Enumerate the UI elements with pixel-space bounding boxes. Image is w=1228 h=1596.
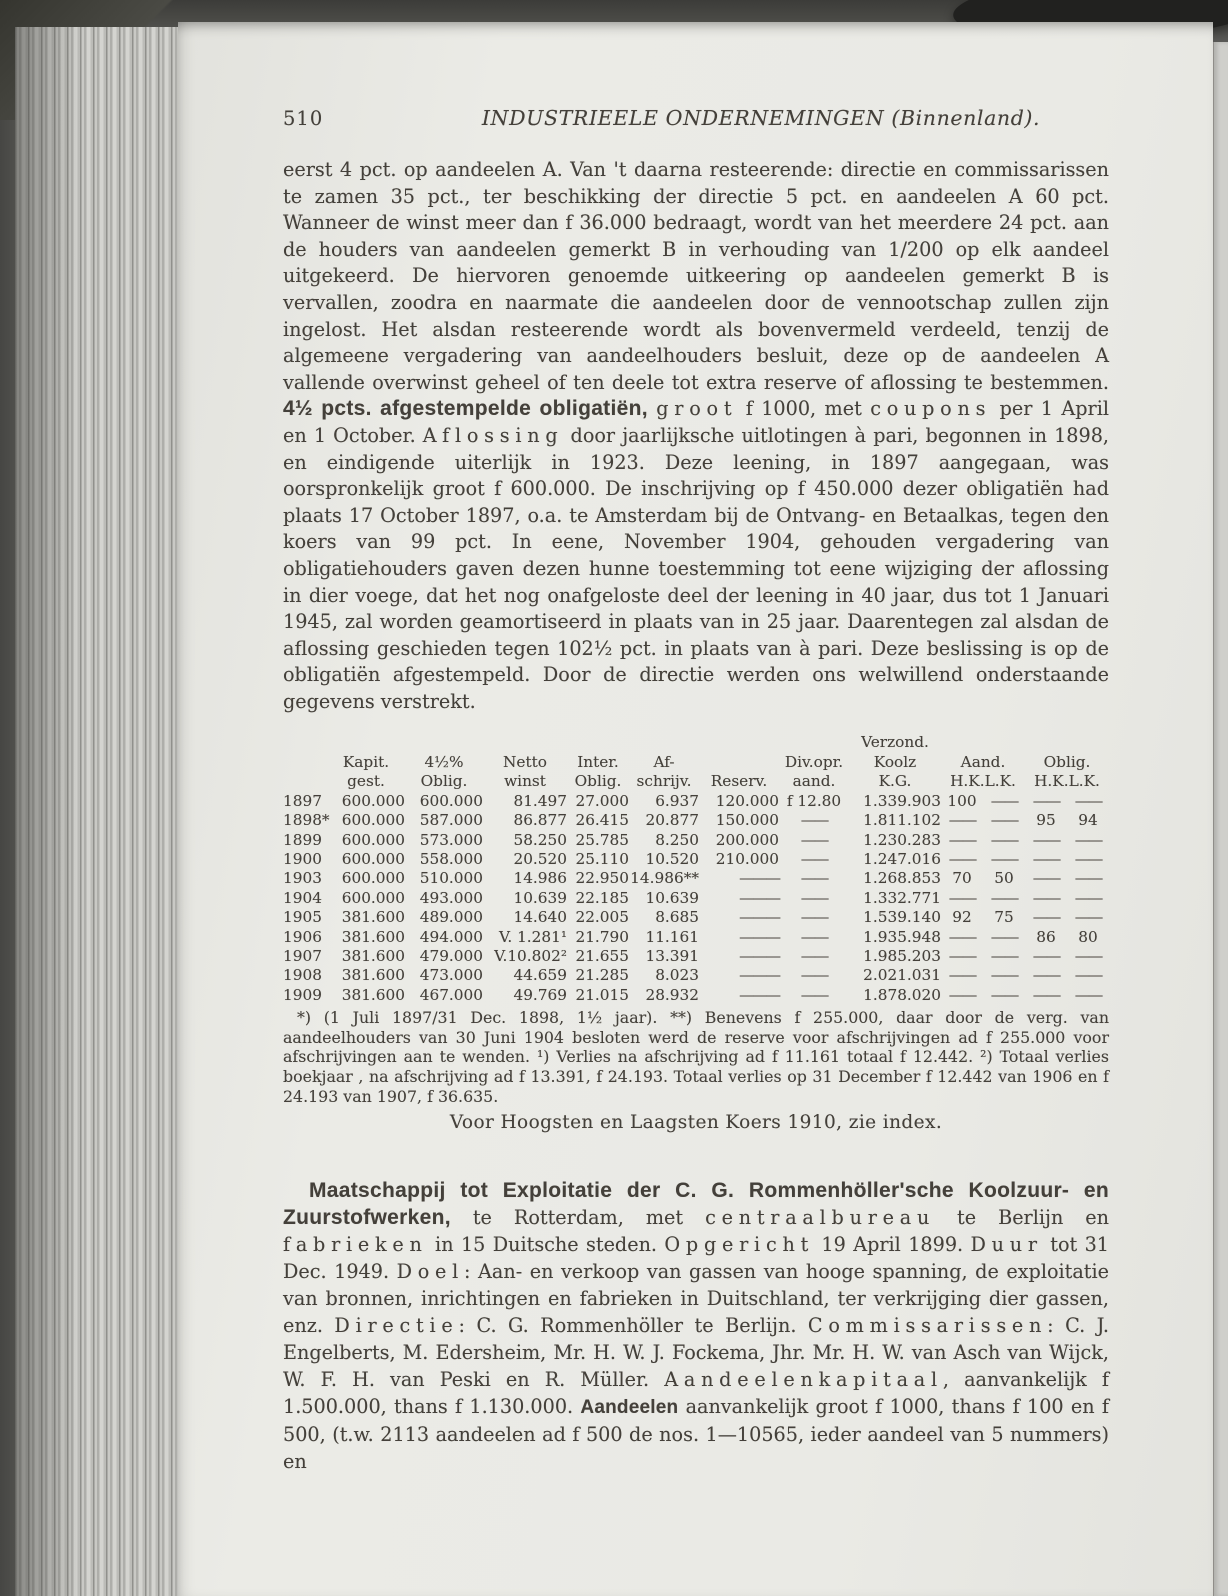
value-cell: 1.339.903 xyxy=(863,791,941,810)
text-run-sp: Directie xyxy=(334,1314,459,1338)
text-run: te Rotterdam, met xyxy=(450,1206,706,1230)
column-header: K.G. xyxy=(878,772,912,791)
value-cell: 210.000 xyxy=(715,849,779,868)
text-run: eerst 4 pct. op aandeelen A. Van 't daarna resteerende: directie en commissarissen te zamen 35 pct., ter beschikking der directie 5 pct. en aandeelen A 60 pct. Wanneer de winst meer dan f 36.000 bedraagt, wordt van het meerdere 24 pct. aan de houders van aandeelen gemerkt B in verhouding van 1/200 op elk aandeel uitgekeerd. De hiervoren genoemde uitkeering op aandeelen gemerkt B is vervallen, zoodra en naarmate die aandeelen door de vennootschap zullen zijn ingelost. Het alsdan resteerende wordt als bovenvermeld verdeeld, tenzij de algemeene vergadering van aandeelhouders besluit, deze op de aandeelen A vallende overwinst geheel of ten deele tot extra reserve of aflossing te bestemmen. xyxy=(283,158,1109,394)
value-cell: —— xyxy=(1074,791,1102,810)
value-cell: 22.005 xyxy=(575,908,629,927)
column-header: Reserv. xyxy=(710,772,768,791)
text-run-h: 4½ pcts. afgestempelde obligatiën, xyxy=(283,397,648,421)
column-header: gest. xyxy=(347,772,385,791)
year-cell: 1905 xyxy=(283,908,322,927)
table-row xyxy=(283,792,1109,811)
value-cell: 600.000 xyxy=(341,888,405,907)
column-header: Oblig. xyxy=(574,772,622,791)
value-cell: —— xyxy=(1032,985,1060,1004)
value-cell: 70 xyxy=(952,869,972,888)
text-run-sp: Commissarissen xyxy=(807,1314,1048,1338)
financial-table xyxy=(283,733,1109,1005)
value-cell: —— xyxy=(948,927,976,946)
value-cell: —— xyxy=(990,830,1018,849)
value-cell: 600.000 xyxy=(419,791,483,810)
value-cell: 510.000 xyxy=(419,869,483,888)
value-cell: 81.497 xyxy=(513,791,567,810)
value-cell: —— xyxy=(1032,908,1060,927)
value-cell: —— xyxy=(800,888,828,907)
text-run-sp: Aflossing xyxy=(422,423,564,447)
table-header-verzond xyxy=(283,733,1109,752)
value-cell: —— xyxy=(1074,966,1102,985)
text-run-b: Aandeelen xyxy=(580,1397,679,1419)
value-cell: 600.000 xyxy=(341,791,405,810)
table-row xyxy=(283,947,1109,966)
text-run: 19 April 1899. xyxy=(814,1233,971,1257)
text-run: per 1 April en 1 October. xyxy=(283,397,1109,447)
value-cell: 25.110 xyxy=(575,849,629,868)
year-cell: 1899 xyxy=(283,830,322,849)
value-cell: —— xyxy=(800,966,828,985)
value-cell: ——— xyxy=(739,908,779,927)
table-row xyxy=(283,850,1109,869)
value-cell: —— xyxy=(990,811,1018,830)
column-header: Oblig. xyxy=(420,772,468,791)
value-cell: 14.640 xyxy=(513,908,567,927)
table-row xyxy=(283,908,1109,927)
value-cell: 489.000 xyxy=(419,908,483,927)
table-row xyxy=(283,831,1109,850)
value-cell: —— xyxy=(1074,849,1102,868)
page-number: 510 xyxy=(283,107,324,130)
value-cell: 100 xyxy=(947,791,977,810)
value-cell: —— xyxy=(1032,966,1060,985)
column-header: Div.opr. xyxy=(784,752,844,771)
value-cell: 75 xyxy=(994,908,1014,927)
value-cell: —— xyxy=(800,869,828,888)
value-cell: 13.391 xyxy=(645,946,699,965)
value-cell: 1.935.948 xyxy=(863,927,941,946)
value-cell: 21.285 xyxy=(575,966,629,985)
value-cell: 20.520 xyxy=(513,849,567,868)
value-cell: —— xyxy=(800,830,828,849)
text-run: : C. G. Rommenhöller te Berlijn. xyxy=(458,1314,808,1338)
value-cell: 1.332.771 xyxy=(863,888,941,907)
value-cell: 1.539.140 xyxy=(863,908,941,927)
value-cell: 21.790 xyxy=(575,927,629,946)
value-cell: 27.000 xyxy=(575,791,629,810)
value-cell: 600.000 xyxy=(341,849,405,868)
table-cell xyxy=(941,733,1109,752)
value-cell: —— xyxy=(1074,908,1102,927)
value-cell: —— xyxy=(990,966,1018,985)
value-cell: —— xyxy=(1032,946,1060,965)
value-cell: —— xyxy=(800,849,828,868)
text-run: f 1000, met xyxy=(737,397,871,421)
column-header: H.K.L.K. xyxy=(950,772,1016,791)
value-cell: 479.000 xyxy=(419,946,483,965)
value-cell: —— xyxy=(800,908,828,927)
paragraph-company-rommenholler xyxy=(283,1177,1109,1475)
value-cell: —— xyxy=(990,791,1018,810)
column-header: schrijv. xyxy=(636,772,692,791)
value-cell: 493.000 xyxy=(419,888,483,907)
text-run: aanvankelijk groot f 1000, thans f 100 en f 500, (t.w. 2113 aandeelen ad f 500 de nos. 1—10565, ieder aandeel van 5 nummers) en xyxy=(283,1395,1109,1474)
value-cell: —— xyxy=(1032,869,1060,888)
value-cell: —— xyxy=(1074,946,1102,965)
value-cell: —— xyxy=(1032,791,1060,810)
year-cell: 1906 xyxy=(283,927,322,946)
value-cell: 558.000 xyxy=(419,849,483,868)
value-cell: 8.250 xyxy=(655,830,699,849)
value-cell: 21.655 xyxy=(575,946,629,965)
value-cell: 22.185 xyxy=(575,888,629,907)
value-cell: 94 xyxy=(1078,811,1098,830)
text-run-sp: Doel xyxy=(396,1260,465,1284)
table-footnotes xyxy=(283,1008,1109,1106)
value-cell: V.10.802² xyxy=(494,946,567,965)
column-header xyxy=(283,772,327,791)
column-header: Koolz xyxy=(873,752,917,771)
value-cell: 80 xyxy=(1078,927,1098,946)
column-header: Netto xyxy=(503,752,547,771)
value-cell: 86.877 xyxy=(513,811,567,830)
book-page xyxy=(178,22,1213,1596)
value-cell: —— xyxy=(948,946,976,965)
column-header: H.K.L.K. xyxy=(1034,772,1100,791)
text-run-sp: groot xyxy=(656,397,738,421)
year-cell: 1907 xyxy=(283,946,322,965)
value-cell: 200.000 xyxy=(715,830,779,849)
value-cell: 10.639 xyxy=(513,888,567,907)
text-run: tot 31 Dec. 1949. xyxy=(283,1233,1110,1284)
value-cell: 1.268.853 xyxy=(863,869,941,888)
value-cell: 381.600 xyxy=(341,908,405,927)
text-run: : Aan- en verkoop van gassen van hooge spanning, de exploitatie van bronnen, inrichtingen en fabrieken in Duitschland, ter verkrijging dier gassen, enz. xyxy=(283,1260,1109,1338)
value-cell: 49.769 xyxy=(513,985,567,1004)
text-run-sp: Aandeelenkapitaal xyxy=(664,1368,943,1392)
value-cell: 10.639 xyxy=(645,888,699,907)
table-row xyxy=(283,869,1109,888)
column-header xyxy=(283,753,327,772)
year-cell: 1908 xyxy=(283,966,322,985)
value-cell: —— xyxy=(948,811,976,830)
value-cell: 8.685 xyxy=(655,908,699,927)
value-cell: —— xyxy=(1032,830,1060,849)
text-run-sp: Opgericht xyxy=(664,1233,815,1257)
value-cell: —— xyxy=(948,849,976,868)
value-cell: 381.600 xyxy=(341,927,405,946)
index-note: Voor Hoogsten en Laagsten Koers 1910, zie index. xyxy=(449,1112,943,1134)
verzond-header: Verzond. xyxy=(861,733,929,752)
text-run-sp: fabrieken xyxy=(283,1233,428,1257)
column-header: Oblig. xyxy=(1043,752,1091,771)
table-cell xyxy=(283,733,849,752)
table-row xyxy=(283,986,1109,1005)
value-cell: 120.000 xyxy=(715,791,779,810)
value-cell: —— xyxy=(800,946,828,965)
table-row xyxy=(283,966,1109,985)
value-cell: 381.600 xyxy=(341,966,405,985)
column-header: Kapit. xyxy=(342,752,390,771)
value-cell: 44.659 xyxy=(513,966,567,985)
table-row xyxy=(283,811,1109,830)
table-header-top xyxy=(283,753,1109,772)
value-cell: 600.000 xyxy=(341,811,405,830)
table-row xyxy=(283,889,1109,908)
value-cell: —— xyxy=(1074,830,1102,849)
column-header: aand. xyxy=(792,772,836,791)
text-run-sp: Duur xyxy=(970,1233,1043,1257)
value-cell: —— xyxy=(948,966,976,985)
value-cell: 381.600 xyxy=(341,946,405,965)
value-cell: 473.000 xyxy=(419,966,483,985)
value-cell: —— xyxy=(1074,888,1102,907)
value-cell: 95 xyxy=(1036,811,1056,830)
value-cell: —— xyxy=(1032,849,1060,868)
text-run: , aanvankelijk f 1.500.000, thans f 1.130.000. xyxy=(283,1368,1110,1419)
value-cell: 1.230.283 xyxy=(863,830,941,849)
value-cell: 8.023 xyxy=(655,966,699,985)
text-run xyxy=(648,397,656,420)
value-cell: —— xyxy=(800,811,828,830)
value-cell: 573.000 xyxy=(419,830,483,849)
value-cell: —— xyxy=(990,985,1018,1004)
column-header: Aand. xyxy=(960,752,1006,771)
value-cell: —— xyxy=(948,830,976,849)
value-cell: V. 1.281¹ xyxy=(498,927,567,946)
value-cell: 92 xyxy=(952,908,972,927)
value-cell: 150.000 xyxy=(715,811,779,830)
value-cell: 494.000 xyxy=(419,927,483,946)
text-run: : C. J. Engelberts, M. Edersheim, Mr. H. W. J. Fockema, Jhr. Mr. H. W. van Asch van Wijck, W. F. H. van Peski en R. Müller. xyxy=(283,1314,1109,1392)
value-cell: —— xyxy=(990,888,1018,907)
value-cell: 1.878.020 xyxy=(863,985,941,1004)
value-cell: 14.986 xyxy=(513,869,567,888)
value-cell: —— xyxy=(948,985,976,1004)
text-run: *) (1 Juli 1897/31 Dec. 1898, 1½ jaar). **) Benevens f 255.000, daar door de verg. van aandeelhouders van 30 Juni 1904 besloten werd de reserve voor afschrijvingen ad f 255.000 voor afschrijvingen aan te wenden. ¹) Verlies na afschrijving ad f 11.161 totaal f 12.442. ²) Totaal verlies boekjaar , na afschrijving ad f 13.391, f 24.193. Totaal verlies op 31 December f 12.442 van 1906 en f 24.193 van 1907, f 36.635. xyxy=(283,1008,1109,1106)
value-cell: ——— xyxy=(739,927,779,946)
running-title: INDUSTRIEELE ONDERNEMINGEN (Binnenland). xyxy=(481,106,1041,130)
value-cell: 600.000 xyxy=(341,830,405,849)
year-cell: 1904 xyxy=(283,888,322,907)
text-run-sp: coupons xyxy=(870,397,992,421)
text-run: in 15 Duitsche steden. xyxy=(427,1233,665,1257)
column-header: Af- xyxy=(653,752,675,771)
value-cell: 58.250 xyxy=(513,830,567,849)
value-cell: 21.015 xyxy=(575,985,629,1004)
year-cell: 1900 xyxy=(283,849,322,868)
column-header: winst xyxy=(504,772,546,791)
page-edge-stack xyxy=(15,27,178,1596)
value-cell: 467.000 xyxy=(419,985,483,1004)
text-run: te Berlijn en xyxy=(935,1206,1109,1230)
value-cell: ——— xyxy=(739,869,779,888)
text-run-h: Maatschappij tot Exploitatie der C. G. Rommenhöller'sche Koolzuur- en Zuurstofwerken, xyxy=(283,1179,1109,1230)
value-cell: —— xyxy=(990,946,1018,965)
year-cell: 1909 xyxy=(283,985,322,1004)
value-cell: 1.811.102 xyxy=(863,811,941,830)
value-cell: —— xyxy=(1074,869,1102,888)
value-cell: —— xyxy=(990,849,1018,868)
value-cell: 587.000 xyxy=(419,811,483,830)
year-cell: 1898* xyxy=(283,811,330,830)
value-cell: 86 xyxy=(1036,927,1056,946)
value-cell: ——— xyxy=(739,888,779,907)
value-cell: 20.877 xyxy=(645,811,699,830)
value-cell: 10.520 xyxy=(645,849,699,868)
value-cell: 1.247.016 xyxy=(863,849,941,868)
value-cell: ——— xyxy=(739,985,779,1004)
value-cell: 381.600 xyxy=(341,985,405,1004)
value-cell: 600.000 xyxy=(341,869,405,888)
value-cell: 1.985.203 xyxy=(863,946,941,965)
value-cell: 2.021.031 xyxy=(863,966,941,985)
running-head xyxy=(283,106,1109,130)
value-cell: —— xyxy=(1074,985,1102,1004)
value-cell: 28.932 xyxy=(645,985,699,1004)
text-run: door jaarlijksche uitlotingen à pari, begonnen in 1898, en eindigende uiterlijk in 1923. Deze leening, in 1897 aangegaan, was oorspronkelijk groot f 600.000. De inschrijving op f 450.000 dezer obligatiën had plaats 17 October 1897, o.a. te Amsterdam bij de Ontvang- en Betaalkas, tegen den koers van 99 pct. In eene, November 1904, gehouden vergadering van obligatiehouders gaven dezen hunne toestemming tot eene wijziging der aflossing in dier voege, dat het nog onafgeloste deel der leening in 40 jaar, dus tot 1 Januari 1945, zal worden geamortiseerd in plaats van in 25 jaar. Daarentegen zal alsdan de aflossing geschieden tegen 102½ pct. in plaats van à pari. Deze beslissing is op de obligatiën afgestempeld. Door de directie werden ons welwillend onderstaande gegevens verstrekt. xyxy=(283,423,1109,713)
value-cell: —— xyxy=(800,985,828,1004)
year-cell: 1903 xyxy=(283,869,322,888)
value-cell: 25.785 xyxy=(575,830,629,849)
value-cell: —— xyxy=(1032,888,1060,907)
value-cell: 11.161 xyxy=(645,927,699,946)
value-cell: f 12.80 xyxy=(786,791,842,810)
paragraph-obligations xyxy=(283,157,1109,715)
value-cell: ——— xyxy=(739,966,779,985)
value-cell: —— xyxy=(800,927,828,946)
text-run-sp: centraalbureau xyxy=(705,1206,936,1230)
page-right-edge xyxy=(1212,42,1228,1596)
table-header-bottom xyxy=(283,772,1109,791)
table-row xyxy=(283,928,1109,947)
column-header xyxy=(699,753,779,772)
value-cell: 26.415 xyxy=(575,811,629,830)
year-cell: 1897 xyxy=(283,791,322,810)
value-cell: 14.986** xyxy=(630,869,699,888)
page-content xyxy=(283,106,1109,1475)
value-cell: 50 xyxy=(994,869,1014,888)
column-header: Inter. xyxy=(577,752,619,771)
column-header: 4½% xyxy=(424,752,464,771)
value-cell: —— xyxy=(990,927,1018,946)
value-cell: 6.937 xyxy=(655,791,699,810)
value-cell: ——— xyxy=(739,946,779,965)
value-cell: —— xyxy=(948,888,976,907)
value-cell: 22.950 xyxy=(575,869,629,888)
